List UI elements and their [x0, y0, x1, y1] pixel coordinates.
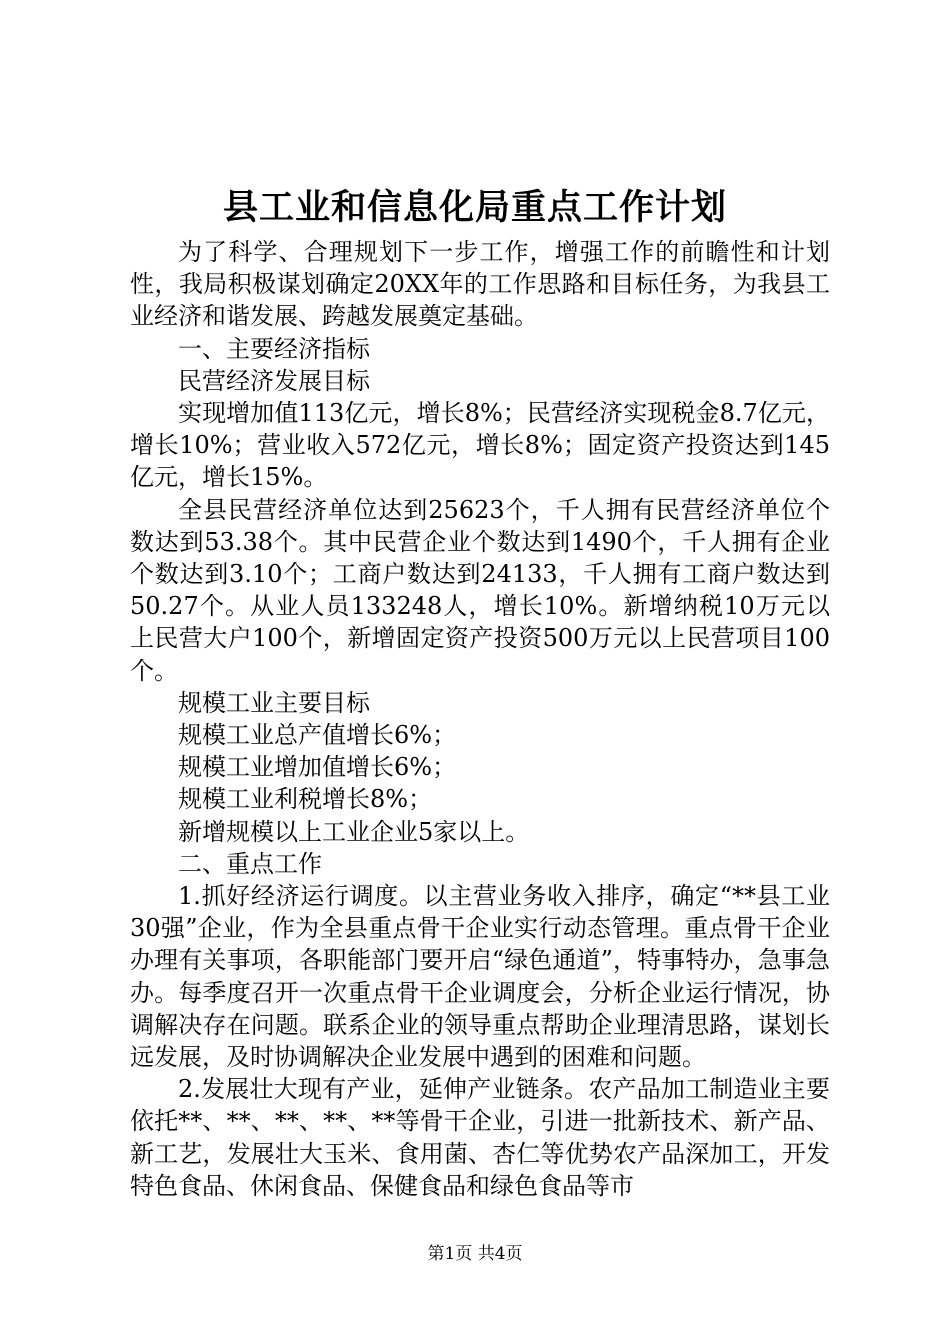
paragraph-private-economy-units: 全县民营经济单位达到25623个，千人拥有民营经济单位个数达到53.38个。其中民营企业个数达到1490个，千人拥有企业个数达到3.10个；工商户数达到24133，千人拥有工商户数达到50.27个。从业人员133248人，增长10%。新增纳税10万元以上民营大户100个，新增固定资产投资500万元以上民营项目100个。	[130, 495, 830, 685]
subheading-scale-industry: 规模工业主要目标	[178, 688, 370, 717]
document-body	[130, 236, 830, 1202]
list-item: 新增规模以上工业企业5家以上。	[178, 817, 530, 846]
heading-key-work: 二、重点工作	[178, 849, 322, 878]
paragraph-private-economy-values: 实现增加值113亿元，增长8%；民营经济实现税金8.7亿元，增长10%；营业收入572亿元，增长8%；固定资产投资达到145亿元，增长15%。	[130, 399, 830, 492]
list-item: 规模工业增加值增长6%；	[178, 753, 457, 782]
list-item: 规模工业总产值增长6%；	[178, 721, 457, 750]
page-number-footer: 第1页 共4页	[427, 1244, 523, 1264]
document-title: 县工业和信息化局重点工作计划	[222, 187, 727, 228]
heading-main-indicators: 一、主要经济指标	[178, 334, 370, 363]
subheading-private-economy: 民营经济发展目标	[178, 366, 370, 395]
paragraph-key-work-2: 2.发展壮大现有产业，延伸产业链条。农产品加工制造业主要依托**、**、**、**、**等骨干企业，引进一批新技术、新产品、新工艺，发展壮大玉米、食用菌、杏仁等优势农产品深加工，开发特色食品、休闲食品、保健食品和绿色食品等市	[130, 1075, 830, 1200]
paragraph-key-work-1: 1.抓好经济运行调度。以主营业务收入排序，确定“**县工业30强”企业，作为全县重点骨干企业实行动态管理。重点骨干企业办理有关事项，各职能部门要开启“绿色通道”，特事特办，急事急办。每季度召开一次重点骨干企业调度会，分析企业运行情况，协调解决存在问题。联系企业的领导重点帮助企业理清思路，谋划长远发展，及时协调解决企业发展中遇到的困难和问题。	[130, 882, 830, 1072]
paragraph-intro: 为了科学、合理规划下一步工作，增强工作的前瞻性和计划性，我局积极谋划确定20XX年的工作思路和目标任务，为我县工业经济和谐发展、跨越发展奠定基础。	[130, 238, 830, 331]
list-item: 规模工业利税增长8%；	[178, 785, 433, 814]
